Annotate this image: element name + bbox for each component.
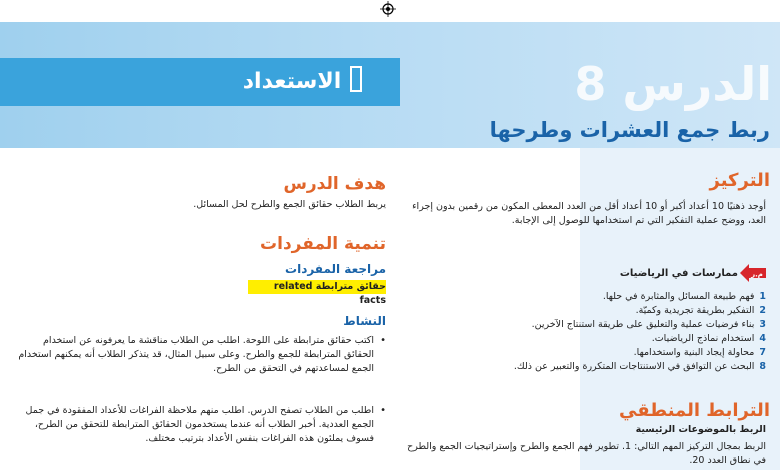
focus-text: أوجد ذهنيًا 10 أعداد أكبر أو 10 أعداد أقل من العدد المعطى المكون من رقمين بدون إجراء العد، ووضح عملية التفكير التي تم استخدامها للوصول إلى الإجابة. <box>412 201 766 226</box>
item-number: 3 <box>759 319 766 330</box>
list-item <box>400 304 766 318</box>
list-item <box>400 332 766 346</box>
vocabulary-heading: تنمية المفردات <box>260 234 386 254</box>
lesson-subtitle: ربط جمع العشرات وطرحها <box>489 118 770 142</box>
item-number: 1 <box>759 291 766 302</box>
list-item <box>400 360 766 374</box>
math-practice-arrow-icon <box>740 262 766 284</box>
item-text: التفكير بطريقة تجريدية وكميّة. <box>635 305 755 316</box>
item-text: بناء فرضيات عملية والتعليق على طريقة استنتاج الآخرين. <box>531 319 755 330</box>
item-text: فهم طبيعة المسائل والمثابرة في حلها. <box>602 291 755 302</box>
bullet-icon: • <box>380 335 386 346</box>
goal-text: يربط الطلاب حقائق الجمع والطرح لحل المسائل. <box>193 199 386 210</box>
item-number: 4 <box>759 333 766 344</box>
logic-subheading: الربط بالموضوعات الرئيسية <box>635 424 766 435</box>
item-text: استخدام نماذج الرياضيات. <box>651 333 755 344</box>
lesson-number: الدرس 8 <box>574 57 772 111</box>
activity-bullet <box>18 404 386 470</box>
item-number: 7 <box>759 347 766 358</box>
activity-bullet-text: اكتب حقائق مترابطة على اللوحة. اطلب من الطلاب مناقشة ما يعرفونه عن استخدام الحقائق المترابطة للجمع والطرح. وعلى سبيل المثال، قد يتذكر الطلاب أنه يمكنهم استخدام الجمع لمساعدتهم في التحقق من الطرح. <box>18 335 374 374</box>
registration-mark-icon <box>380 1 396 17</box>
list-item <box>400 346 766 360</box>
logic-text: الربط بمجال التركيز المهم التالي: 1. تطوير فهم الجمع والطرح وإستراتيجيات الجمع والطرح في نطاق العدد 20. <box>407 441 766 466</box>
item-text: محاولة إيجاد البنية واستخدامها. <box>633 347 755 358</box>
focus-heading: التركيز <box>709 170 770 191</box>
list-item <box>400 290 766 304</box>
list-item <box>400 318 766 332</box>
logic-heading: الترابط المنطقي <box>619 400 770 421</box>
activity-heading: النشاط <box>343 314 386 328</box>
goal-heading: هدف الدرس <box>283 174 386 194</box>
activity-bullet-text: اطلب من الطلاب تصفح الدرس. اطلب منهم ملاحظة الفراغات للأعداد المفقودة في جمل الجمع العددية. أخبر الطلاب أنه عندما يستخدمون الحقائق المترابطة للتحقق من الطرح، فسوف يملئون هذه الفراغات بنفس الأعداد بترتيب مختلف. <box>25 405 374 444</box>
math-practices-list <box>400 290 766 374</box>
vocabulary-review-heading: مراجعة المفردات <box>285 262 386 276</box>
vocabulary-highlight: حقائق مترابطة related facts <box>248 280 386 294</box>
item-number: 8 <box>759 361 766 372</box>
item-number: 2 <box>759 305 766 316</box>
activity-bullet <box>18 334 386 396</box>
preparation-title: الاستعداد <box>242 69 342 94</box>
math-practices-heading: ممارسات في الرياضيات <box>619 268 738 279</box>
math-practice-icon-label: م.ر <box>751 270 763 279</box>
item-text: البحث عن التوافق في الاستنتاجات المتكررة والتعبير عن ذلك. <box>513 361 755 372</box>
bullet-icon: • <box>380 405 386 416</box>
